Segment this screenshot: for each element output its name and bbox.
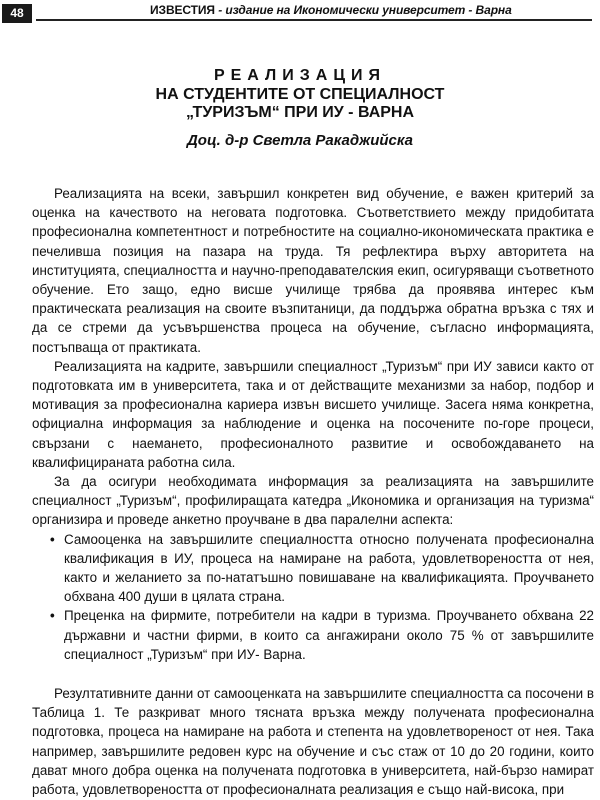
bullet-item — [52, 530, 594, 607]
bullet-marker: • — [50, 608, 55, 624]
journal-name: ИЗВЕСТИЯ — [150, 3, 215, 17]
article-body — [32, 184, 594, 799]
paragraph-3: За да осигури необходимата информация за реализацията на завършилите специалност „Туризъм“, профилиращата катедра „Икономика и организация на туризма“ организира и проведе анкетно проучване в два паралелни аспекта: — [32, 474, 594, 528]
journal-subtitle: - издание на Икономически университет - Варна — [214, 3, 512, 17]
journal-title — [150, 3, 590, 18]
article-title — [40, 66, 560, 122]
bullet-list — [32, 530, 594, 664]
title-line-3: „ТУРИЗЪМ“ ПРИ ИУ - ВАРНА — [185, 104, 415, 121]
title-line-1: РЕАЛИЗАЦИЯ — [213, 67, 387, 84]
paragraph-2: Реализацията на кадрите, завършили специалност „Туризъм“ при ИУ зависи както от подготовката им в университета, така и от действащите механизми за набор, подбор и мотивация за професионална кариера извън висшето училище. Засега няма конкретна, официална информация за наблюдение и оценка на посочените по-горе процеси, свързани с наемането, професионалното развитие и освобождаването на квалифицираната работна сила. — [32, 358, 594, 470]
bullet-text-1: Самооценка на завършилите специалността относно получената професионална квалификация в ИУ, процеса на намиране на работа, удовлетвореността от нея, както и желанието за по-нататъшно повишаване на квалификацията. Проучването обхвана 400 души в цялата страна. — [64, 531, 594, 605]
paragraph-4: Резултативните данни от самооценката на завършилите специалността са посочени в Таблица 1. Те разкриват много тясната връзка между получената професионална подготовка, процеса на намиране на работа и степента на удовлетвореност от нея. Така например, завършилите редовен курс на обучение и със стаж от 10 до 20 години, които дават много добра оценка на получената подготовка в университета, най-бързо намират работа, удовлетвореността от професионалната реализация е също най-висока, при — [32, 686, 594, 798]
bullet-item — [52, 606, 594, 664]
article-author: Доц. д-р Светла Ракаджийска — [186, 132, 414, 149]
paragraph-1: Реализацията на всеки, завършил конкретен вид обучение, е важен критерий за оценка на качеството на неговата подготовка. Съответствието между придобитата професионална компетентност и потребностите на социално-икономическата практика е печеливша позиция на пазара на труда. Тя рефлектира върху авторитета на институцията, специалността и научно-преподавателския екип, осигуряващи съответното обучение. Ето защо, едно висше училище трябва да проявява интерес към практическата реализация на своите възпитаници, да поддържа обратна връзка с тях и да се стреми да усъвършенства процеса на обучение, съгласно информацията, постъпваща от практиката. — [32, 186, 594, 355]
bullet-marker: • — [50, 531, 55, 547]
running-header — [0, 0, 600, 24]
header-rule — [36, 19, 592, 21]
bullet-text-2: Преценка на фирмите, потребители на кадри в туризма. Проучването обхвана 22 държавни и частни фирми, в които са ангажирани около 75 % от завършилите специалност „Туризъм“ при ИУ- Варна. — [64, 608, 594, 662]
title-line-2: НА СТУДЕНТИТЕ ОТ СПЕЦИАЛНОСТ — [155, 86, 445, 103]
page-number: 48 — [2, 4, 32, 23]
